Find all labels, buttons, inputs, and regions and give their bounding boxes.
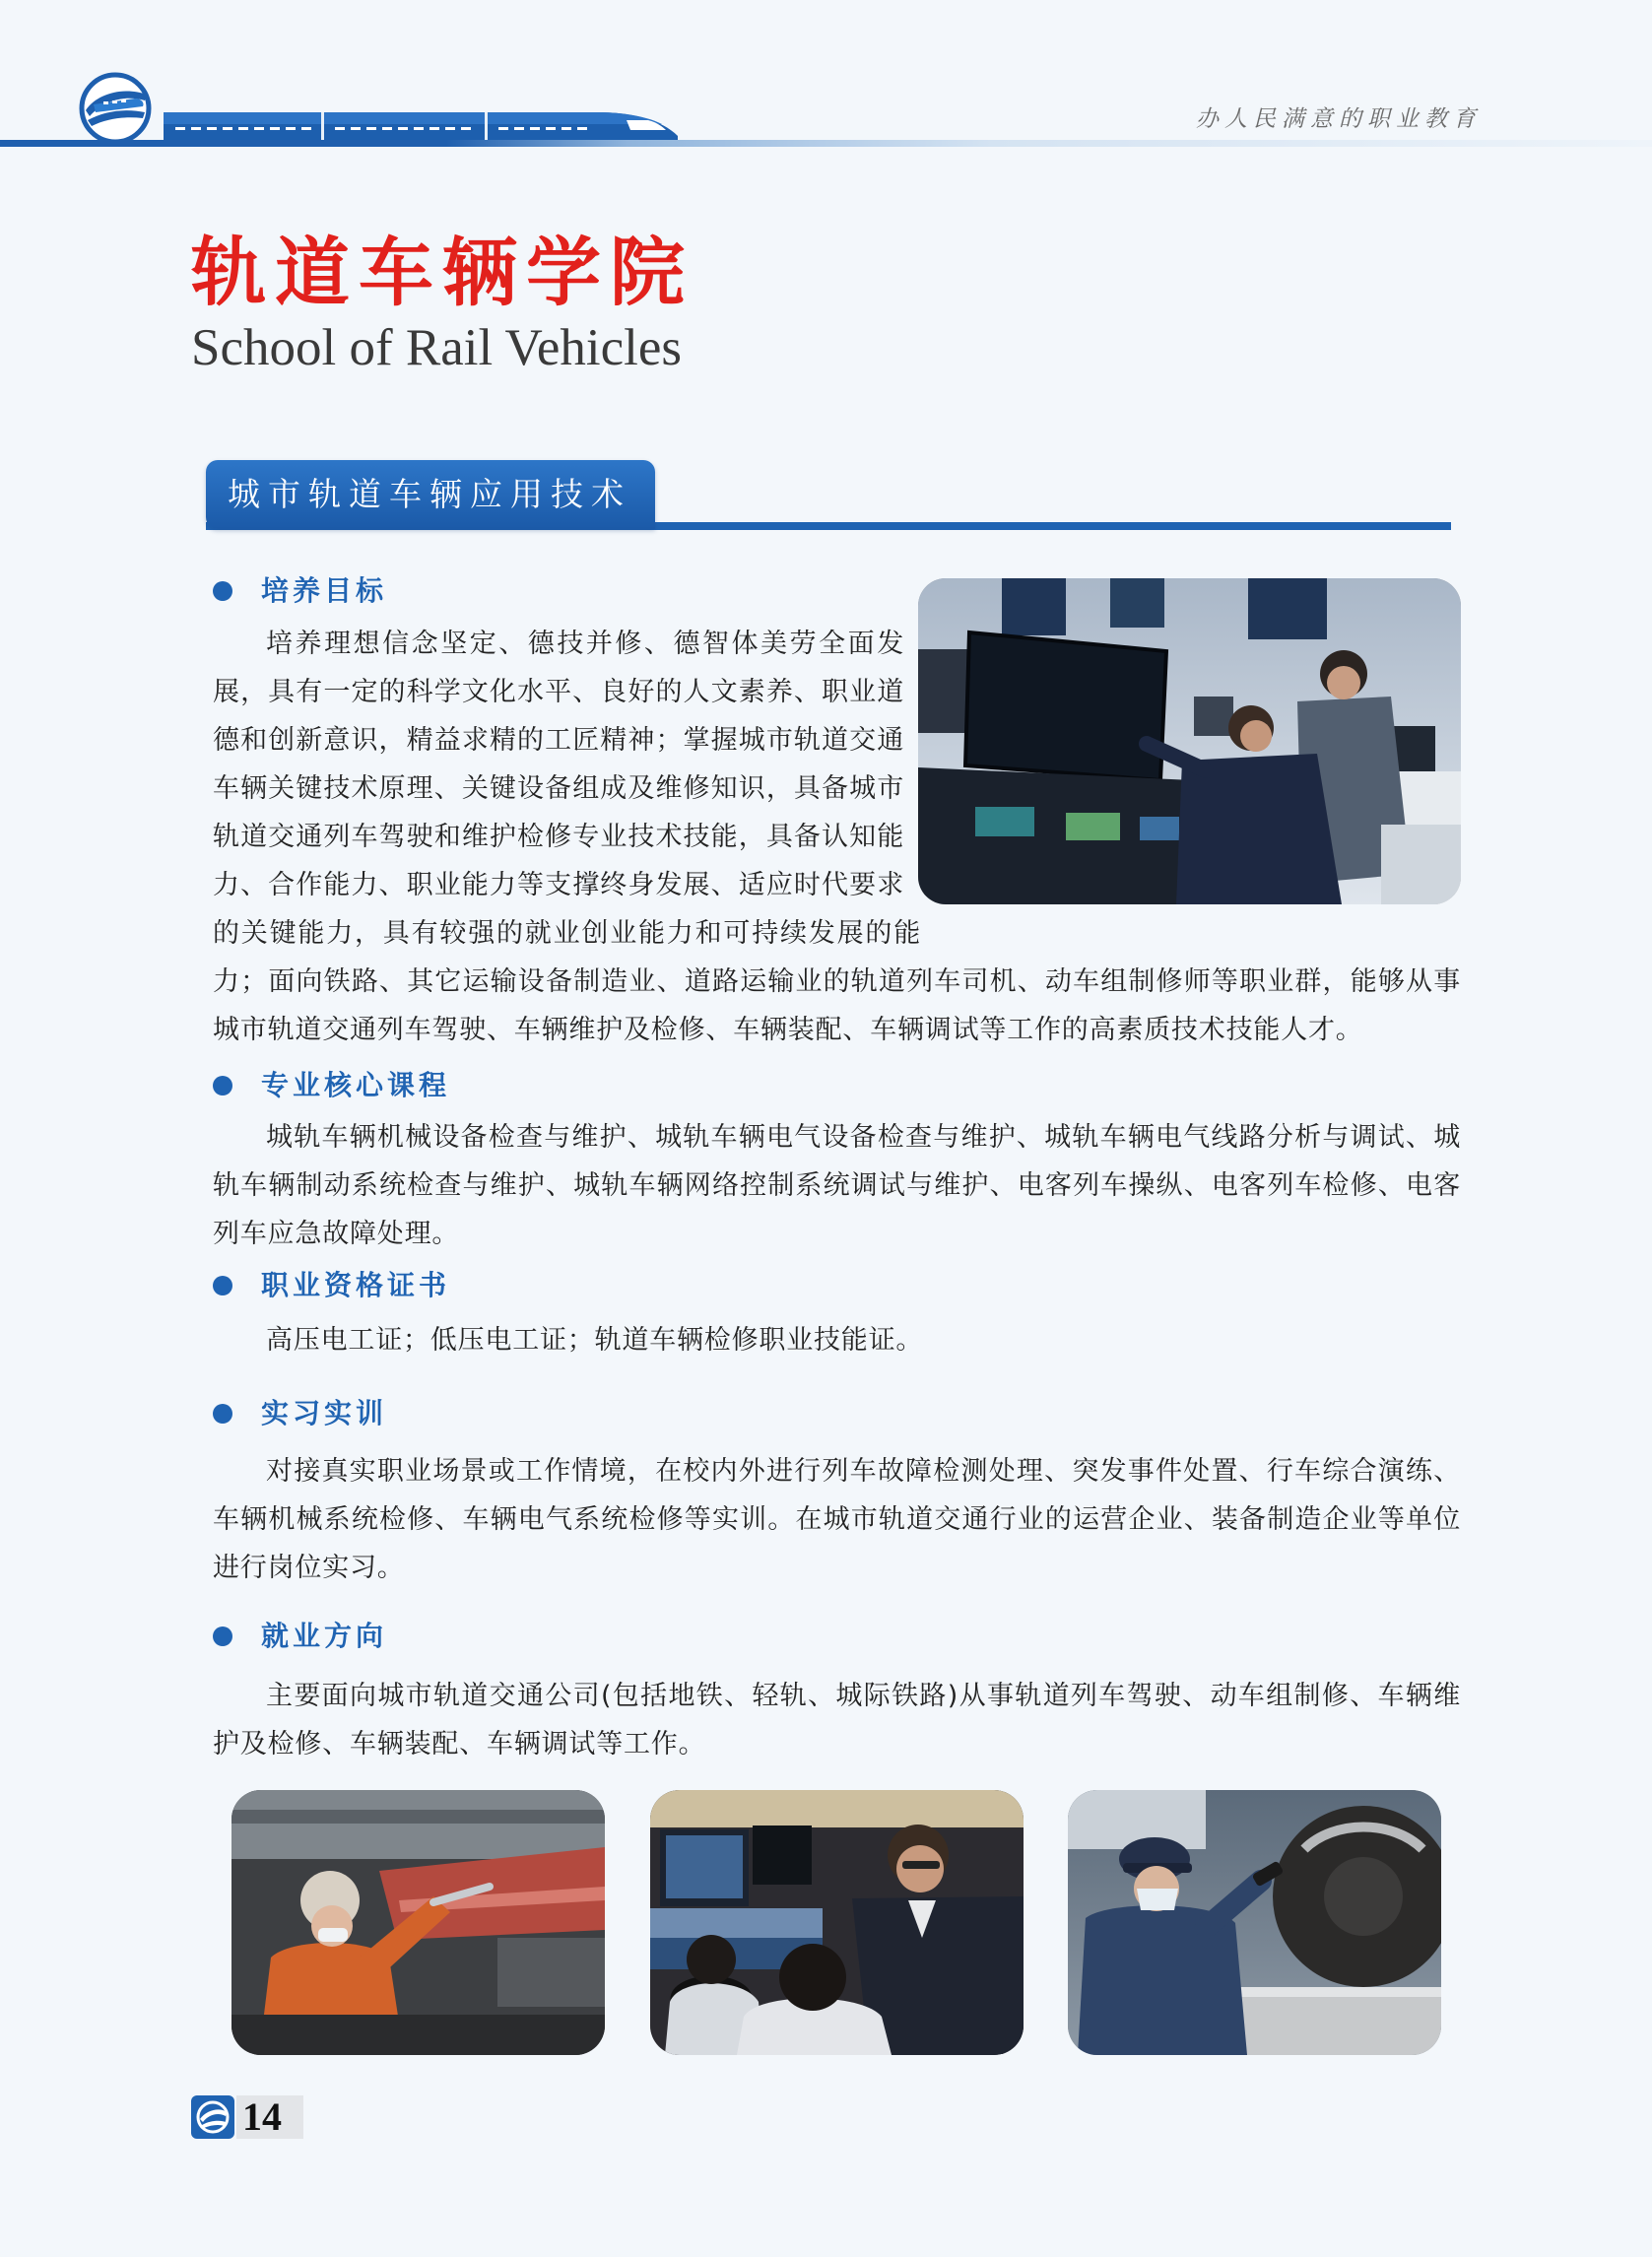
simulator-classroom-photo <box>918 578 1461 904</box>
paragraph-line: 护及检修、车辆装配、车辆调试等工作。 <box>213 1729 706 1759</box>
paragraph-line: 培养理想信念坚定、德技并修、德智体美劳全面发 <box>266 629 904 659</box>
driving-simulator-training-photo <box>650 1790 1024 2055</box>
college-title: 轨道车辆学院 <box>191 229 694 316</box>
school-emblem-icon <box>191 2095 234 2139</box>
section-bullet <box>213 1276 232 1295</box>
paragraph-line: 的关键能力，具有较强的就业创业能力和可持续发展的能 <box>213 918 921 949</box>
paragraph-line: 轨道交通列车驾驶和维护检修专业技术技能，具备认知能 <box>213 822 904 852</box>
paragraph-line: 德和创新意识，精益求精的工匠精神；掌握城市轨道交通 <box>213 725 904 756</box>
section-bullet <box>213 1404 232 1424</box>
core-courses-paragraph <box>213 1113 1461 1258</box>
paragraph-line: 展，具有一定的科学文化水平、良好的人文素养、职业道 <box>213 677 904 707</box>
paragraph-line: 城轨车辆机械设备检查与维护、城轨车辆电气设备检查与维护、城轨车辆电气线路分析与调试、城 <box>266 1122 1461 1153</box>
paragraph-line: 车辆关键技术原理、关键设备组成及维修知识，具备城市 <box>213 773 904 804</box>
paragraph-line: 对接真实职业场景或工作情境，在校内外进行列车故障检测处理、突发事件处置、行车综合演练、 <box>266 1456 1461 1487</box>
paragraph-line: 力；面向铁路、其它运输设备制造业、道路运输业的轨道列车司机、动车组制修师等职业群，能够从事 <box>213 966 1461 997</box>
undercarriage-maintenance-photo <box>231 1790 605 2055</box>
major-banner: 城市轨道车辆应用技术 <box>206 460 655 529</box>
internship-paragraph <box>213 1447 1461 1592</box>
careers-paragraph <box>213 1672 1461 1768</box>
paragraph-line: 进行岗位实习。 <box>213 1553 405 1583</box>
school-logo-icon <box>76 71 155 146</box>
section-heading-certificates: 职业资格证书 <box>261 1269 451 1301</box>
paragraph-line: 轨车辆制动系统检查与维护、城轨车辆网络控制系统调试与维护、电客列车操纵、电客列车检修、电客 <box>213 1170 1461 1201</box>
header-divider <box>0 140 1652 147</box>
paragraph-line: 高压电工证；低压电工证；轨道车辆检修职业技能证。 <box>266 1325 924 1356</box>
paragraph-line: 车辆机械系统检修、车辆电气系统检修等实训。在城市轨道交通行业的运营企业、装备制造企业等单位 <box>213 1504 1461 1535</box>
header-slogan: 办人民满意的职业教育 <box>1196 106 1482 132</box>
section-heading-internship: 实习实训 <box>261 1397 388 1429</box>
section-bullet <box>213 581 232 601</box>
paragraph-line: 城市轨道交通列车驾驶、车辆维护及检修、车辆装配、车辆调试等工作的高素质技术技能人才。 <box>213 1015 1363 1045</box>
bogie-inspection-photo <box>1068 1790 1441 2055</box>
certificates-paragraph <box>213 1316 1461 1364</box>
college-subtitle: School of Rail Vehicles <box>191 319 683 376</box>
page-number: 14 <box>236 2095 303 2139</box>
paragraph-line: 力、合作能力、职业能力等支撑终身发展、适应时代要求 <box>213 870 904 900</box>
section-bullet <box>213 1076 232 1095</box>
paragraph-line: 列车应急故障处理。 <box>213 1219 460 1249</box>
paragraph-line: 主要面向城市轨道交通公司(包括地铁、轻轨、城际铁路)从事轨道列车驾驶、动车组制修、车辆维 <box>266 1681 1461 1711</box>
high-speed-train-icon <box>164 106 680 142</box>
section-bullet <box>213 1626 232 1646</box>
section-heading-careers: 就业方向 <box>261 1620 388 1652</box>
section-heading-training-goals: 培养目标 <box>261 574 388 607</box>
section-heading-core-courses: 专业核心课程 <box>261 1069 451 1101</box>
